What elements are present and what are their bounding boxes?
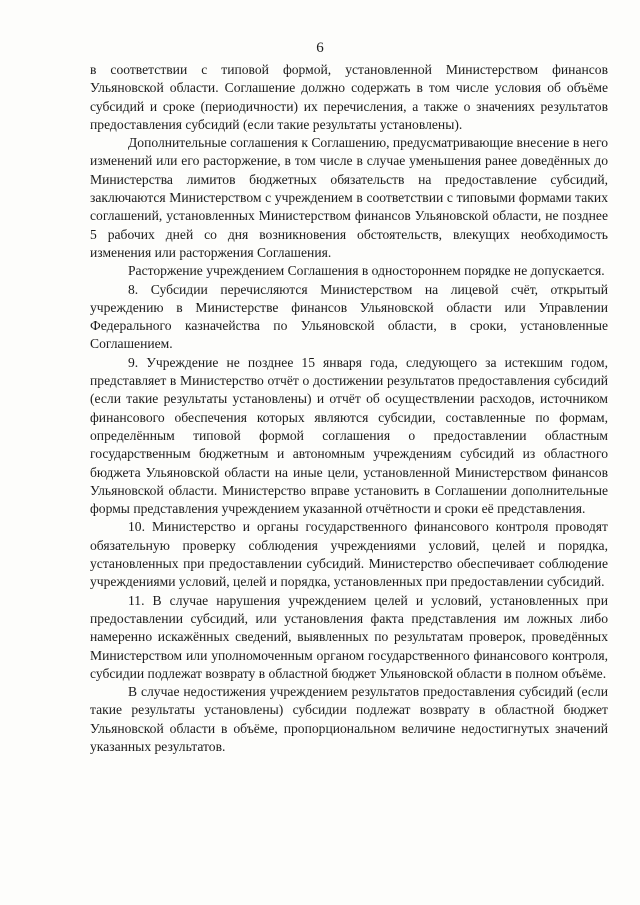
paragraph: Дополнительные соглашения к Соглашению, предусматривающие внесение в него изменений или его расторжение, в том числе в случае уменьшения ранее доведённых до Министерства лимитов бюджетных обязательств на предоставление субсидий, заключаются Министерством с учреждением в соответствии с типовыми формами таких соглашений, установленных Министерством финансов Ульяновской области, не позднее 5 рабочих дней со дня возникновения обстоятельств, влекущих необходимость изменения или расторжения Соглашения. bbox=[90, 135, 608, 260]
paragraph: В случае недостижения учреждением результатов предоставления субсидий (если такие результаты установлены) субсидии подлежат возврату в областной бюджет Ульяновской области в объёме, пропорциональном величине недостигнутых значений указанных результатов. bbox=[90, 684, 608, 754]
paragraph: 10. Министерство и органы государственного финансового контроля проводят обязательную проверку соблюдения учреждениями условий, целей и порядка, установленных при предоставлении субсидий. Министерство обеспечивает соблюдение учреждениями условий, целей и порядка, установленных при предоставлении субсидий. bbox=[90, 519, 608, 590]
paragraph: 9. Учреждение не позднее 15 января года, следующего за истекшим годом, представляет в Министерство отчёт о достижении результатов предоставления субсидий (если такие результаты установлены) и отчёт об осуществлении расходов, источником финансового обеспечения которых являются субсидии, составленные по формам, определённым типовой формой соглашения о предоставлении областным государственным бюджетным и автономным учреждениям субсидий из областного бюджета Ульяновской области на иные цели, установленной Министерством финансов Ульяновской области. Министерство вправе установить в Соглашении дополнительные формы представления учреждением указанной отчётности и сроки её представления. bbox=[90, 354, 608, 517]
paragraph: 11. В случае нарушения учреждением целей и условий, установленных при предоставлении субсидий, или установления факта представления им ложных либо намеренно искажённых сведений, выявленных по результатам проверок, проведённых Министерством или уполномоченным органом государственного финансового контроля, субсидии подлежат возврату в областной бюджет Ульяновской области в полном объёме. bbox=[90, 592, 608, 681]
paragraph: Расторжение учреждением Соглашения в одностороннем порядке не допускается. bbox=[128, 263, 605, 279]
page-number: 6 bbox=[316, 40, 324, 56]
document-body bbox=[90, 61, 608, 756]
paragraph: в соответствии с типовой формой, установленной Министерством финансов Ульяновской области. Соглашение должно содержать в том числе условия об объёме субсидий и сроке (периодичности) их перечисления, а также о значениях результатов предоставления субсидий (если такие результаты установлены). bbox=[90, 62, 608, 132]
paragraph: 8. Субсидии перечисляются Министерством на лицевой счёт, открытый учреждению в Министерстве финансов Ульяновской области или Управлении Федерального казначейства по Ульяновской области, в сроки, установленные Соглашением. bbox=[90, 281, 608, 352]
